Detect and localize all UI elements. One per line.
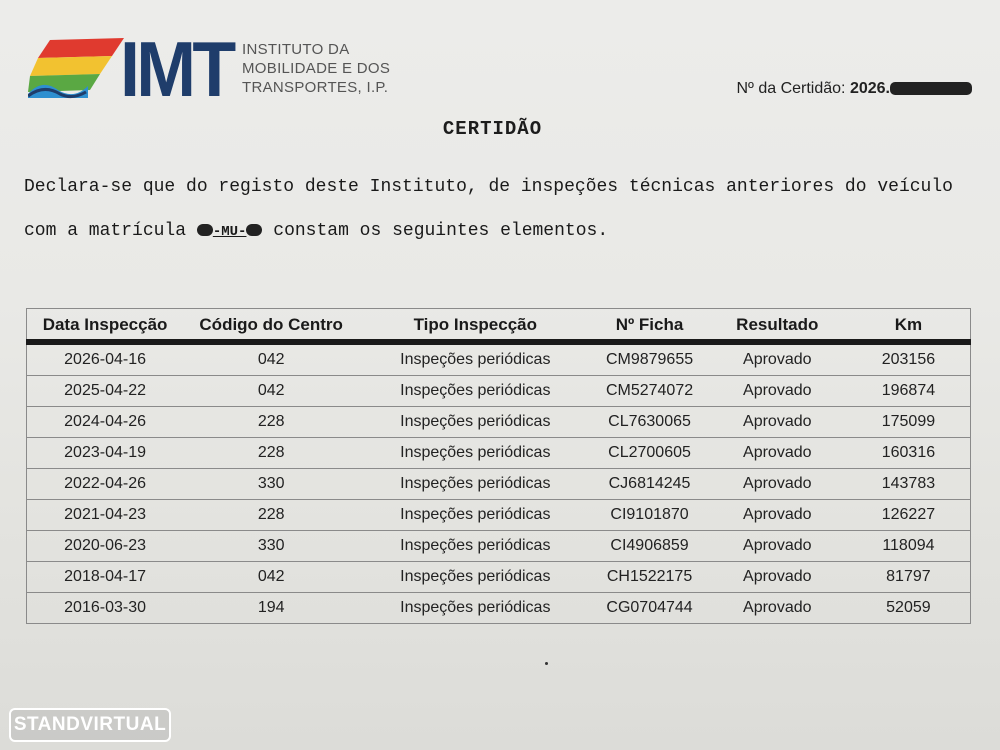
table-cell: CH1522175 xyxy=(591,562,707,593)
table-row xyxy=(27,562,971,593)
table-cell: 042 xyxy=(183,562,359,593)
speck xyxy=(545,662,548,665)
declaration-text-start: Declara-se que do registo deste Instituto, de inspeções técnicas anteriores do veículo com a matrícula xyxy=(24,177,953,241)
table-cell: 196874 xyxy=(847,376,971,407)
table-cell: 2021-04-23 xyxy=(27,500,184,531)
table-cell: CL2700605 xyxy=(591,438,707,469)
table-cell: 2022-04-26 xyxy=(27,469,184,500)
table-cell: CJ6814245 xyxy=(591,469,707,500)
table-cell: 194 xyxy=(183,593,359,624)
institute-name xyxy=(242,40,390,97)
declaration-paragraph xyxy=(24,165,984,254)
table-cell: 175099 xyxy=(847,407,971,438)
table-cell: 330 xyxy=(183,531,359,562)
table-cell: 2016-03-30 xyxy=(27,593,184,624)
table-row xyxy=(27,407,971,438)
table-cell: CM9879655 xyxy=(591,342,707,376)
declaration-text-end: constam os seguintes elementos. xyxy=(273,221,609,241)
table-cell: Aprovado xyxy=(708,376,847,407)
table-row xyxy=(27,438,971,469)
certificate-number-label: Nº da Certidão: xyxy=(736,80,846,97)
document-title: CERTIDÃO xyxy=(442,118,543,140)
table-cell: 228 xyxy=(183,500,359,531)
table-cell: 042 xyxy=(183,342,359,376)
standvirtual-watermark: STANDVIRTUAL xyxy=(9,708,171,742)
table-cell: Inspeções periódicas xyxy=(359,531,591,562)
redaction-mark xyxy=(890,82,972,95)
table-cell: 2020-06-23 xyxy=(27,531,184,562)
inspections-table xyxy=(26,308,971,624)
table-row xyxy=(27,500,971,531)
table-cell: 2026-04-16 xyxy=(27,342,184,376)
institute-name-line: TRANSPORTES, I.P. xyxy=(242,79,389,96)
table-cell: Aprovado xyxy=(708,342,847,376)
table-row xyxy=(27,593,971,624)
institute-name-line: MOBILIDADE E DOS xyxy=(242,60,391,77)
table-cell: Aprovado xyxy=(708,531,847,562)
table-cell: 2025-04-22 xyxy=(27,376,184,407)
license-plate: -MU- xyxy=(212,224,247,240)
table-cell: Aprovado xyxy=(708,500,847,531)
imt-logo-word: IMT xyxy=(120,25,233,113)
redaction-mark xyxy=(197,224,213,236)
table-cell: Inspeções periódicas xyxy=(359,562,591,593)
table-cell: CL7630065 xyxy=(591,407,707,438)
table-cell: Inspeções periódicas xyxy=(359,376,591,407)
table-cell: 042 xyxy=(183,376,359,407)
table-cell: Inspeções periódicas xyxy=(359,469,591,500)
table-header-row xyxy=(27,309,971,343)
redaction-mark xyxy=(246,224,262,236)
column-header: Data Inspecção xyxy=(27,309,184,343)
table-row xyxy=(27,469,971,500)
institute-name-line: INSTITUTO DA xyxy=(242,41,350,58)
table-row xyxy=(27,376,971,407)
table-cell: 2024-04-26 xyxy=(27,407,184,438)
table-cell: Aprovado xyxy=(708,562,847,593)
table-cell: 228 xyxy=(183,407,359,438)
column-header: Código do Centro xyxy=(183,309,359,343)
certificate-number-value: 2026. xyxy=(849,80,890,97)
table-cell: 160316 xyxy=(847,438,971,469)
table-cell: Inspeções periódicas xyxy=(359,500,591,531)
table-cell: Aprovado xyxy=(708,438,847,469)
table-cell: Aprovado xyxy=(708,593,847,624)
table-cell: 143783 xyxy=(847,469,971,500)
imt-logo-mark xyxy=(28,36,128,100)
table-cell: CI9101870 xyxy=(591,500,707,531)
table-cell: Inspeções periódicas xyxy=(359,342,591,376)
table-cell: 330 xyxy=(183,469,359,500)
table-cell: Aprovado xyxy=(708,469,847,500)
table-cell: Aprovado xyxy=(708,407,847,438)
table-cell: 81797 xyxy=(847,562,971,593)
table-cell: CG0704744 xyxy=(591,593,707,624)
table-cell: 126227 xyxy=(847,500,971,531)
table-cell: CI4906859 xyxy=(591,531,707,562)
table-cell: Inspeções periódicas xyxy=(359,593,591,624)
table-cell: 2018-04-17 xyxy=(27,562,184,593)
certificate-number xyxy=(736,80,972,98)
table-cell: Inspeções periódicas xyxy=(359,407,591,438)
table-cell: 118094 xyxy=(847,531,971,562)
table-cell: 52059 xyxy=(847,593,971,624)
table-row xyxy=(27,531,971,562)
column-header: Km xyxy=(847,309,971,343)
table-row xyxy=(27,342,971,376)
table-cell: 203156 xyxy=(847,342,971,376)
column-header: Tipo Inspecção xyxy=(359,309,591,343)
column-header: Resultado xyxy=(708,309,847,343)
column-header: Nº Ficha xyxy=(591,309,707,343)
table-cell: 2023-04-19 xyxy=(27,438,184,469)
table-cell: Inspeções periódicas xyxy=(359,438,591,469)
table-cell: 228 xyxy=(183,438,359,469)
table-cell: CM5274072 xyxy=(591,376,707,407)
